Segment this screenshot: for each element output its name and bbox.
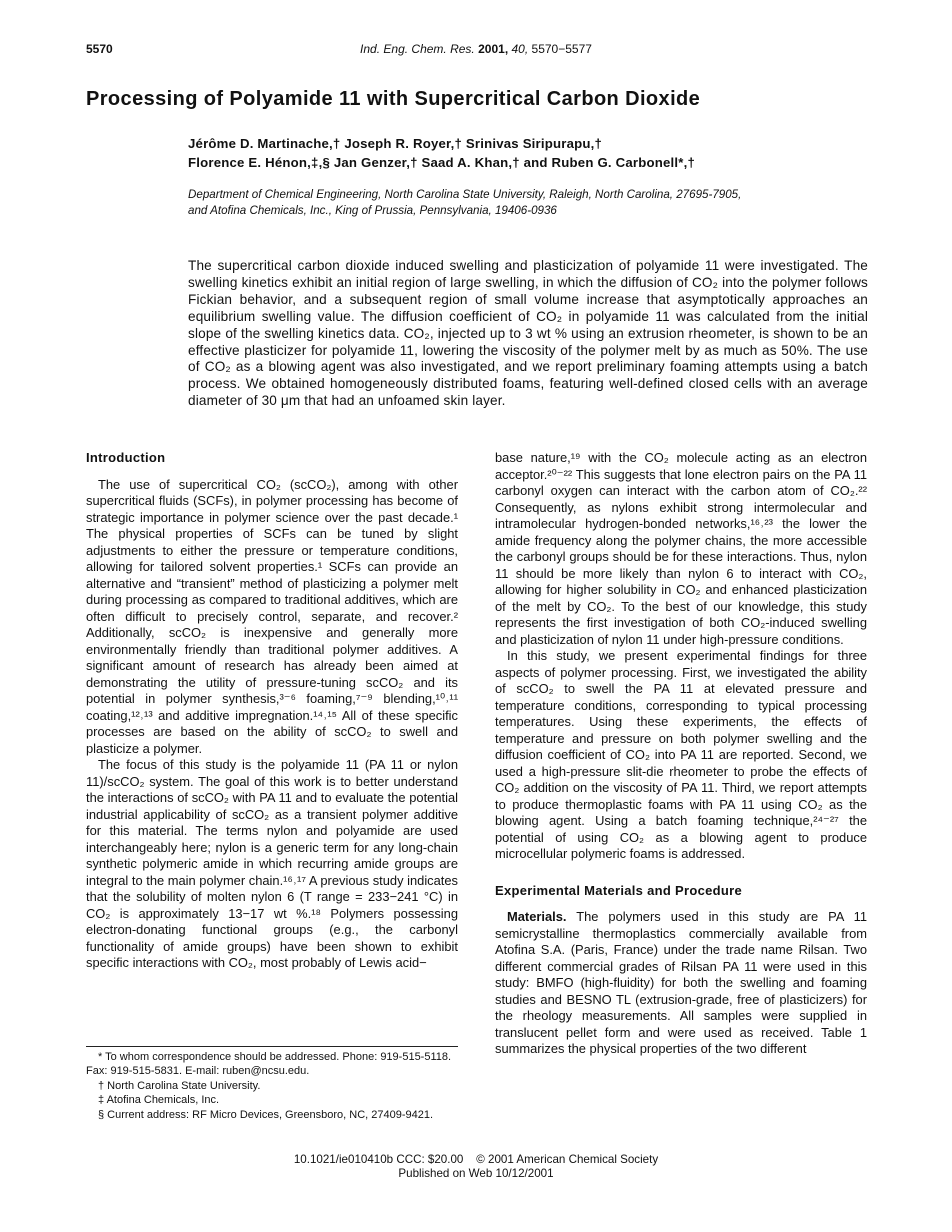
materials-paragraph [495,909,867,1058]
materials-text: The polymers used in this study are PA 11 semicrystalline thermoplastics commercially available from Atofina S.A. (Paris, France) under the trade name Rilsan. Two different commercial grades of Rilsan PA 11 were used in this study: BMFO (high-fluidity) for both the swelling and foaming studies and BESNO TL (extrusion-grade, free of plasticizers) for the rheology measurements. All samples were supplied in translucent pellet form and were used as received. Table 1 summarizes the physical properties of the two different [495,909,867,1056]
left-column [86,450,458,972]
affiliation-line-2: and Atofina Chemicals, Inc., King of Prussia, Pennsylvania, 19406-0936 [188,204,557,217]
affiliation-line-1: Department of Chemical Engineering, North Carolina State University, Raleigh, North Carolina, 27695-7905, [188,188,742,201]
right-paragraph-2: In this study, we present experimental findings for three aspects of polymer processing. First, we investigated the ability of scCO₂ to swell the PA 11 at elevated pressure and temperature conditions, corresponding to typical processing temperatures. Using these experiments, the effects of temperature and pressure on both polymer swelling and the diffusion coefficient of CO₂ into PA 11 are reported. Second, we used a high-pressure slit-die rheometer to probe the effects of CO₂ addition on the viscosity of PA 11. Third, we report attempts to produce thermoplastic foams with PA 11 using CO₂ as the blowing agent. Using a batch foaming technique,²⁴⁻²⁷ the potential of using CO₂ as a blowing agent to produce microcellular polymeric foams is addressed. [495,648,867,861]
page-footer [0,1153,952,1181]
journal-pages: 5570−5577 [531,42,592,56]
page-number: 5570 [86,42,113,56]
authors-line-1: Jérôme D. Martinache,† Joseph R. Royer,† Srinivas Siripurapu,† [188,136,603,151]
intro-paragraph-1: The use of supercritical CO₂ (scCO₂), among with other supercritical fluids (SCFs), in polymer processing has become of strategic importance in polymer science over the past decade.¹ The physical properties of SCFs can be tuned by slight adjustments to either the pressure or temperature conditions, allowing for tailored solvent properties.¹ SCFs can provide an alternative and “transient” method of plasticizing a polymer melt during processing as compared to traditional additives, which are often difficult to precisely control, separate, and recover.² Additionally, scCO₂ is inexpensive and generally more environmentally friendly than traditional polymer additives. A significant amount of research has already been aimed at demonstrating the utility of pressure-tuning scCO₂ and its potential in polymer synthesis,³⁻⁶ foaming,⁷⁻⁹ blending,¹⁰˒¹¹ coating,¹²˒¹³ and additive impregnation.¹⁴˒¹⁵ All of these specific processes are based on the ability of scCO₂ to swell and plasticize a polymer. [86,476,458,756]
introduction-heading: Introduction [86,450,166,465]
journal-citation [0,42,952,56]
footnotes [86,1050,458,1122]
journal-volume: 40, [511,42,529,56]
footnote-double-dagger: ‡ Atofina Chemicals, Inc. [98,1094,220,1107]
materials-label: Materials. [507,909,567,924]
experimental-heading: Experimental Materials and Procedure [495,882,743,898]
right-paragraph-1: base nature,¹⁹ with the CO₂ molecule acting as an electron acceptor.²⁰⁻²² This suggests that lone electron pairs on the PA 11 carbonyl oxygen can interact with the carbon atom of CO₂.²² Consequently, as nylons exhibit strong intermolecular and intramolecular hydrogen-bonded networks,¹⁶˒²³ the lower the amide frequency along the polymer chains, the more accessible the carbonyl groups should be for these interactions. Thus, nylon 11 should be more likely than nylon 6 to interact with CO₂, allowing for higher solubility in CO₂ and enhanced plasticization of the melt by CO₂. To the best of our knowledge, this study represents the first investigation of both CO₂-induced swelling and plasticization of nylon 11 under high-pressure conditions. [495,450,867,647]
authors-line-2: Florence E. Hénon,‡,§ Jan Genzer,† Saad A. Khan,† and Ruben G. Carbonell*,† [188,155,695,170]
published-line: Published on Web 10/12/2001 [398,1167,554,1180]
doi-line: 10.1021/ie010410b CCC: $20.00 © 2001 American Chemical Society [293,1153,659,1166]
footnote-dagger: † North Carolina State University. [98,1079,261,1092]
footnote-section: § Current address: RF Micro Devices, Greensboro, NC, 27409-9421. [98,1108,434,1121]
journal-year: 2001, [478,42,509,56]
journal-name: Ind. Eng. Chem. Res. [360,42,475,56]
article-title: Processing of Polyamide 11 with Supercritical Carbon Dioxide [86,88,701,110]
footnote-correspondence: * To whom correspondence should be addressed. Phone: 919-515-5118. Fax: 919-515-5831. E-mail: ruben@ncsu.edu. [86,1051,452,1078]
abstract: The supercritical carbon dioxide induced swelling and plasticization of polyamide 11 were investigated. The swelling kinetics exhibit an initial region of large swelling, in which the diffusion of CO₂ into the polymer follows Fickian behavior, and a subsequent region of small volume increase that asymptotically approaches an equilibrium swelling value. The diffusion coefficient of CO₂ in polyamide 11 was calculated from the initial slope of the swelling kinetics data. CO₂, injected up to 3 wt % using an extrusion rheometer, is shown to be an effective plasticizer for polyamide 11, lowering the viscosity of the polymer melt by as much as 50%. The use of CO₂ as a blowing agent was also investigated, and we report preliminary foaming attempts using a batch process. We obtained homogeneously distributed foams, featuring well-defined closed cells with an average diameter of 30 μm that had an unfoamed skin layer. [188,258,868,409]
right-column [495,450,867,1058]
footnote-rule [86,1046,458,1047]
intro-paragraph-2: The focus of this study is the polyamide 11 (PA 11 or nylon 11)/scCO₂ system. The goal of this work is to better understand the interactions of scCO₂ with PA 11 and to evaluate the potential industrial applicability of scCO₂ as a transient polymer additive for this material. The terms nylon and polyamide are used interchangeably here; nylon is a generic term for any long-chain synthetic polymeric amide in which recurring amide groups are integral to the main polymer chain.¹⁶˒¹⁷ A previous study indicates that the solubility of molten nylon 6 (T range = 233−241 °C) in CO₂ is approximately 13−17 wt %.¹⁸ Polymers possessing electron-donating functional groups (e.g., the carbonyl functionality of amide groups) have been shown to exhibit specific interactions with CO₂, most probably of Lewis acid− [86,757,458,970]
